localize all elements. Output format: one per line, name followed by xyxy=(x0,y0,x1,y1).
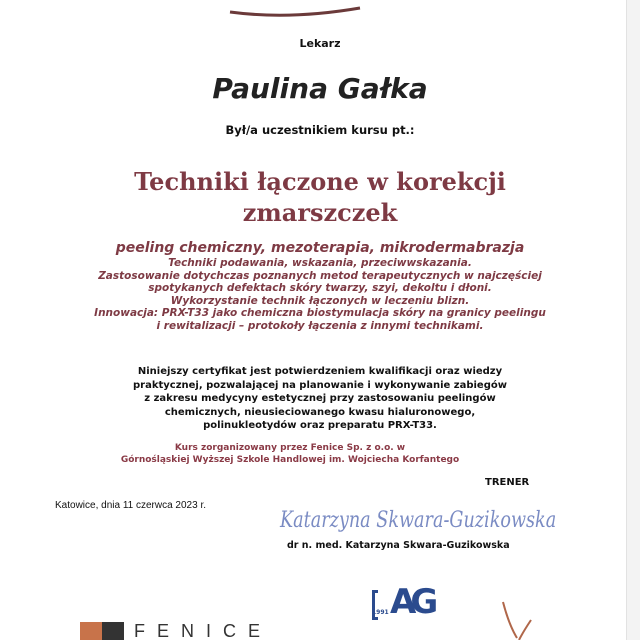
date-place: Katowice, dnia 11 czerwca 2023 r. xyxy=(55,500,207,511)
signature: Katarzyna Skwara-Guzikowska xyxy=(280,508,557,533)
organizer: Kurs zorganizowany przez Fenice Sp. z o.o. w Górnośląskiej Wyższej Szkole Handlowej im. Wojciecha Korfantego xyxy=(120,443,460,465)
recipient-name: Paulina Gałka xyxy=(212,72,428,105)
trainer-label: TRENER xyxy=(485,477,530,488)
gwsh-logo: AG 1991 xyxy=(372,582,433,622)
certificate-statement: Niniejszy certyfikat jest potwierdzeniem kwalifikacji oraz wiedzy praktycznej, pozwalającej na planowanie i wykonywanie zabiegów z zakresu medycyny estetycznej przy zastosowaniu peelingów chemicznych, nieusieciowanego kwasu hialuronowego, polinukleotydów oraz preparatu PRX-T33. xyxy=(133,366,507,431)
fenice-logo-mark xyxy=(80,622,102,640)
course-subtitle: peeling chemiczny, mezoterapia, mikrodermabrazja xyxy=(115,240,525,256)
fenice-logo: FENICE xyxy=(134,621,273,641)
course-description: Techniki podawania, wskazania, przeciwwskazania. Zastosowanie dotychczas poznanych metod terapeutycznych w najczęściej spotykanych defektach skóry twarzy, szyi, dekoltu i dłoni. Wykorzystanie technik łączonych w leczeniu blizn. Innowacja: PRX-T33 jako chemiczna biostymulacja skóry na granicy peelingu i rewitalizacji – protokoły łączenia z innymi technikami. xyxy=(94,257,546,332)
course-title-2: zmarszczek xyxy=(242,198,398,227)
trainer-name: dr n. med. Katarzyna Skwara-Guzikowska xyxy=(287,540,510,551)
fenice-logo-block xyxy=(102,622,124,640)
decorative-flame xyxy=(495,600,535,640)
course-title-1: Techniki łączone w korekcji xyxy=(134,167,506,196)
title: Lekarz xyxy=(299,37,341,50)
decorative-stroke xyxy=(220,0,370,20)
participant-text: Był/a uczestnikiem kursu pt.: xyxy=(225,123,415,137)
